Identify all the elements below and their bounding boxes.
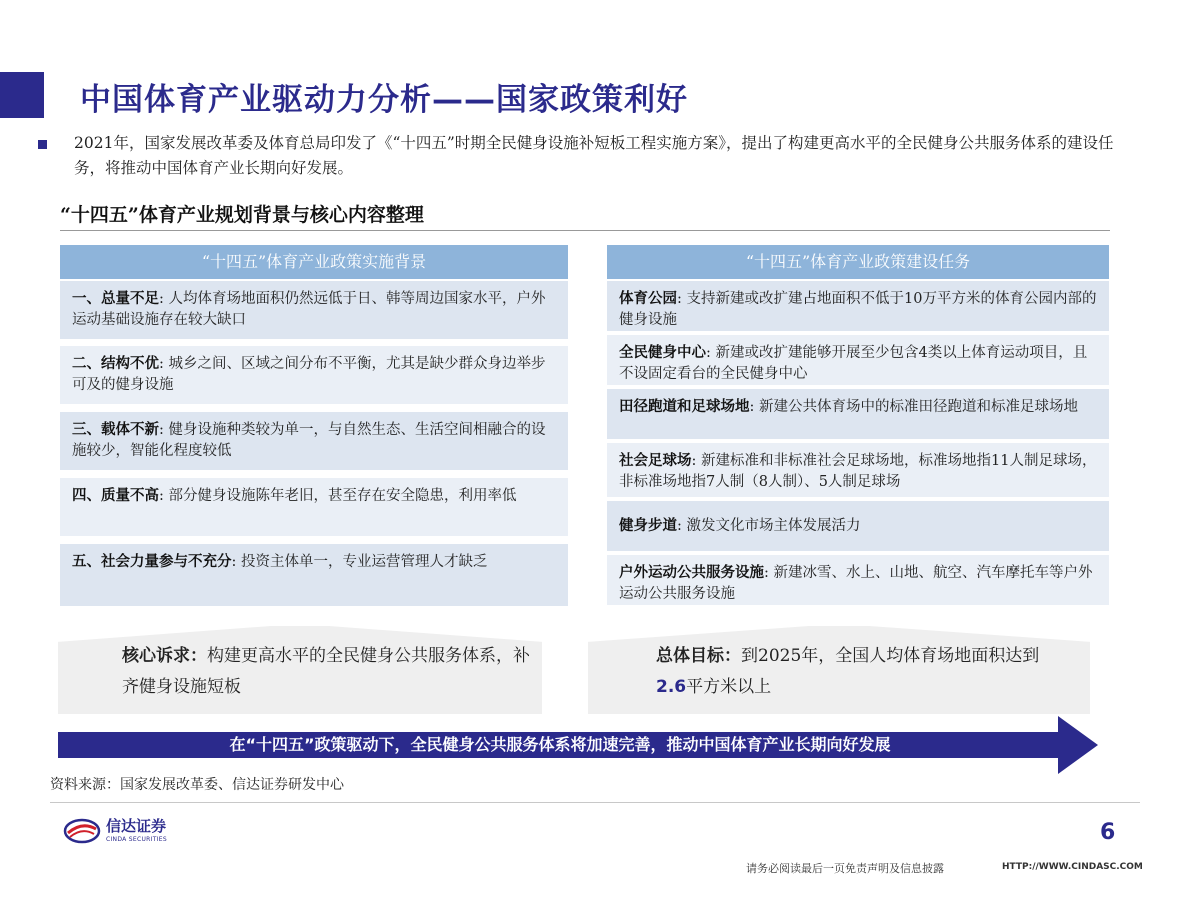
item-label: 三、载体不新 [72,422,159,438]
item-text: : 部分健身设施陈年老旧，甚至存在安全隐患，利用率低 [159,488,517,504]
overall-goal-text [656,641,1066,703]
right-list-item [607,501,1109,551]
logo-subtitle: CINDA SECURITIES [106,836,167,843]
left-list-item [60,544,568,606]
cinda-logo-icon [62,818,102,844]
item-label: 五、社会力量参与不充分 [72,554,232,570]
item-label: 全民健身中心 [619,345,706,361]
right-list-item [607,389,1109,439]
right-list-item [607,335,1109,385]
item-label: 户外运动公共服务设施 [619,565,764,581]
goal-figure: 2.6 [656,677,687,697]
item-text: : 支持新建或改扩建占地面积不低于10万平方米的体育公园内部的健身设施 [619,291,1097,328]
item-text: : 新建或改扩建能够开展至少包含4类以上体育运动项目，且不设固定看台的全民健身中心 [619,345,1088,382]
logo-wordmark: 信达证券 [106,817,167,835]
overall-goal-label: 总体目标： [656,646,741,666]
right-list-item [607,443,1109,497]
item-text: : 新建公共体育场中的标准田径跑道和标准足球场地 [749,399,1078,415]
bullet-square-icon [38,140,47,149]
left-list-item [60,281,568,339]
item-text: : 激发文化市场主体发展活力 [677,518,861,534]
right-list-item [607,555,1109,605]
item-label: 健身步道 [619,518,677,534]
left-list-item [60,478,568,536]
item-text: : 城乡之间、区域之间分布不平衡，尤其是缺少群众身边举步可及的健身设施 [72,356,546,393]
core-demand-label: 核心诉求： [122,646,207,666]
source-note: 资料来源：国家发展改革委、信达证券研发中心 [50,777,344,793]
item-label: 田径跑道和足球场地 [619,399,750,415]
goal-unit: 平方米以上 [686,677,772,697]
item-label: 体育公园 [619,291,677,307]
section-heading: “十四五”体育产业规划背景与核心内容整理 [60,204,424,226]
left-list-item [60,346,568,404]
page-number: 6 [1100,820,1116,845]
page-title: 中国体育产业驱动力分析——国家政策利好 [80,82,688,118]
item-text: : 投资主体单一，专业运营管理人才缺乏 [231,554,488,570]
left-list-item [60,412,568,470]
item-text: : 人均体育场地面积仍然远低于日、韩等周边国家水平，户外运动基础设施存在较大缺口 [72,291,546,328]
item-text: : 健身设施种类较为单一，与自然生态、生活空间相融合的设施较少，智能化程度较低 [72,422,546,459]
right-list-item [607,281,1109,331]
overall-goal-body: 到2025年，全国人均体育场地面积达到 [741,646,1040,666]
item-label: 二、结构不优 [72,356,159,372]
item-text: : 新建冰雪、水上、山地、航空、汽车摩托车等户外运动公共服务设施 [619,565,1093,602]
item-text: : 新建标准和非标准社会足球场地，标准场地指11人制足球场，非标准场地指7人制（8人制）、5人制足球场 [619,453,1097,490]
item-label: 社会足球场 [619,453,692,469]
title-accent-bar [0,72,44,118]
right-column-header: “十四五”体育产业政策建设任务 [607,245,1109,279]
intro-paragraph: 2021年，国家发展改革委及体育总局印发了《“十四五”时期全民健身设施补短板工程实施方案》，提出了构建更高水平的全民健身公共服务体系的建设任务，将推动中国体育产业长期向好发展。 [74,134,1114,177]
disclaimer-text: 请务必阅读最后一页免责声明及信息披露 [746,862,944,875]
item-label: 一、总量不足 [72,291,159,307]
core-demand-body: 构建更高水平的全民健身公共服务体系，补齐健身设施短板 [122,646,530,697]
website-link[interactable]: HTTP://WWW.CINDASC.COM [1002,862,1143,872]
conclusion-text: 在“十四五”政策驱动下，全民健身公共服务体系将加速完善，推动中国体育产业长期向好发展 [229,735,891,754]
left-column-header: “十四五”体育产业政策实施背景 [60,245,568,279]
core-demand-text [122,641,532,703]
footer-divider [50,802,1140,803]
section-divider [60,230,1110,231]
item-label: 四、质量不高 [72,488,159,504]
